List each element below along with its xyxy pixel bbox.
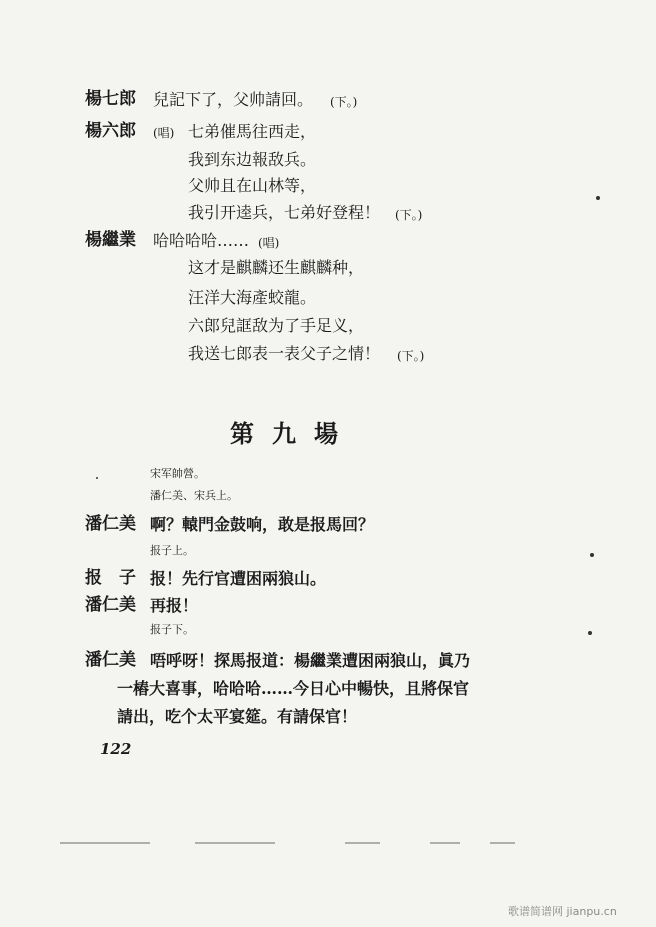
dialogue-line: 再报！ <box>150 596 199 615</box>
dialogue-line: 哈哈哈哈…… <box>153 231 250 250</box>
verse-line: 这才是麒麟还生麒麟种， <box>188 258 365 277</box>
verse-line: 父帅且在山林等， <box>188 176 317 195</box>
watermark: 歌谱简谱网 jianpu.cn <box>508 905 617 918</box>
dialogue-line: 唔呼呀！探馬报道：楊繼業遭困兩狼山，眞乃 <box>150 651 471 670</box>
speaker-yang-qilang: 楊七郎 <box>85 89 136 109</box>
dialogue-line: 报！先行官遭困兩狼山。 <box>150 569 327 588</box>
sing-note: (唱) <box>153 126 175 140</box>
speaker-pan-renmei: 潘仁美 <box>85 514 136 534</box>
stage-note: (下。) <box>395 208 423 222</box>
verse-line: 六郎兒誆敌为了手足义， <box>188 316 365 335</box>
verse-line: 七弟催馬往西走， <box>188 122 317 141</box>
dialogue-line: 一樁大喜事，哈哈哈……今日心中暢快，且將保官 <box>117 679 470 698</box>
stage-direction: 报子上。 <box>150 544 194 557</box>
scan-speck <box>96 477 98 479</box>
stage-direction: 潘仁美、宋兵上。 <box>150 489 238 502</box>
stage-note: (下。) <box>397 349 425 363</box>
stage-note: (下。) <box>330 95 358 109</box>
page-number: 122 <box>100 740 132 758</box>
verse-line: 我到东边報敌兵。 <box>188 150 317 169</box>
verse-line: 汪洋大海產蛟龍。 <box>188 288 317 307</box>
sing-note: (唱) <box>258 236 280 250</box>
verse-line: 我送七郎表一表父子之情！ <box>188 344 381 363</box>
stage-direction: 报子下。 <box>150 623 194 636</box>
scan-speck <box>590 553 594 557</box>
scan-speck <box>596 196 600 200</box>
speaker-pan-renmei: 潘仁美 <box>85 650 136 670</box>
verse-line: 我引开逵兵，七弟好登程！ <box>188 203 381 222</box>
stage-direction: 宋军帥營。 <box>150 467 205 480</box>
scan-noise <box>345 842 380 844</box>
speaker-baozi: 报 子 <box>85 568 136 588</box>
speaker-pan-renmei: 潘仁美 <box>85 595 136 615</box>
scan-speck <box>588 631 592 635</box>
dialogue-line: 啊？轅門金鼓响，敢是报馬回？ <box>150 515 375 534</box>
scan-noise <box>490 842 515 844</box>
scene-title: 第九場 <box>230 419 356 448</box>
speaker-yang-liulang: 楊六郎 <box>85 121 136 141</box>
dialogue-line: 兒記下了，父帅請回。 <box>153 90 314 109</box>
scan-noise <box>195 842 275 844</box>
scan-noise <box>430 842 460 844</box>
scan-noise <box>60 842 150 844</box>
speaker-yang-jiye: 楊繼業 <box>85 230 136 250</box>
dialogue-line: 請出，吃个太平宴筵。有請保官！ <box>117 707 358 726</box>
